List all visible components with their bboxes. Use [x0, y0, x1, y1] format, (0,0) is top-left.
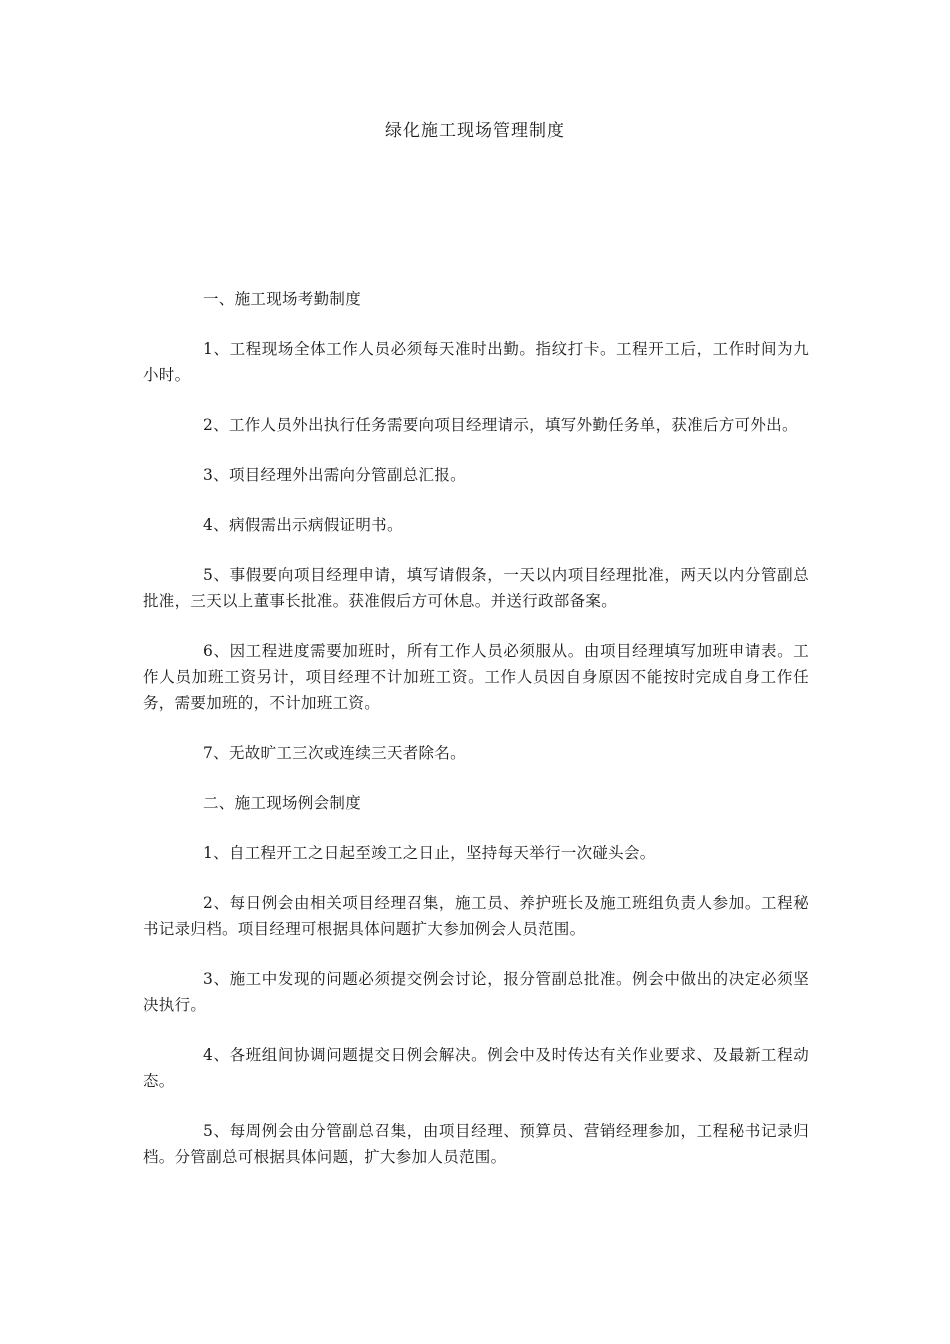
paragraph: 2、每日例会由相关项目经理召集，施工员、养护班长及施工班组负责人参加。工程秘书记录归档。项目经理可根据具体问题扩大参加例会人员范围。 [143, 894, 809, 938]
paragraph: 4、各班组间协调问题提交日例会解决。例会中及时传达有关作业要求、及最新工程动态。 [143, 1046, 809, 1090]
paragraph: 1、自工程开工之日起至竣工之日止，坚持每天举行一次碰头会。 [203, 844, 656, 862]
paragraph: 4、病假需出示病假证明书。 [203, 516, 403, 534]
paragraph: 5、每周例会由分管副总召集，由项目经理、预算员、营销经理参加，工程秘书记录归档。分管副总可根据具体问题，扩大参加人员范围。 [143, 1122, 809, 1166]
paragraph: 3、施工中发现的问题必须提交例会讨论，报分管副总批准。例会中做出的决定必须坚决执行。 [143, 970, 809, 1014]
document-title: 绿化施工现场管理制度 [385, 121, 565, 141]
paragraph: 1、工程现场全体工作人员必须每天准时出勤。指纹打卡。工程开工后，工作时间为九小时。 [143, 340, 809, 384]
paragraph: 6、因工程进度需要加班时，所有工作人员必须服从。由项目经理填写加班申请表。工作人员加班工资另计，项目经理不计加班工资。工作人员因自身原因不能按时完成自身工作任务，需要加班的，不计加班工资。 [143, 642, 809, 712]
section-heading-attendance: 一、施工现场考勤制度 [203, 290, 362, 308]
section-heading-meeting: 二、施工现场例会制度 [203, 794, 362, 812]
paragraph: 2、工作人员外出执行任务需要向项目经理请示，填写外勤任务单，获准后方可外出。 [203, 416, 798, 434]
paragraph: 5、事假要向项目经理申请，填写请假条，一天以内项目经理批准，两天以内分管副总批准，三天以上董事长批准。获准假后方可休息。并送行政部备案。 [143, 566, 809, 610]
paragraph: 3、项目经理外出需向分管副总汇报。 [203, 466, 466, 484]
paragraph: 7、无故旷工三次或连续三天者除名。 [203, 744, 466, 762]
document-body [143, 286, 809, 1170]
